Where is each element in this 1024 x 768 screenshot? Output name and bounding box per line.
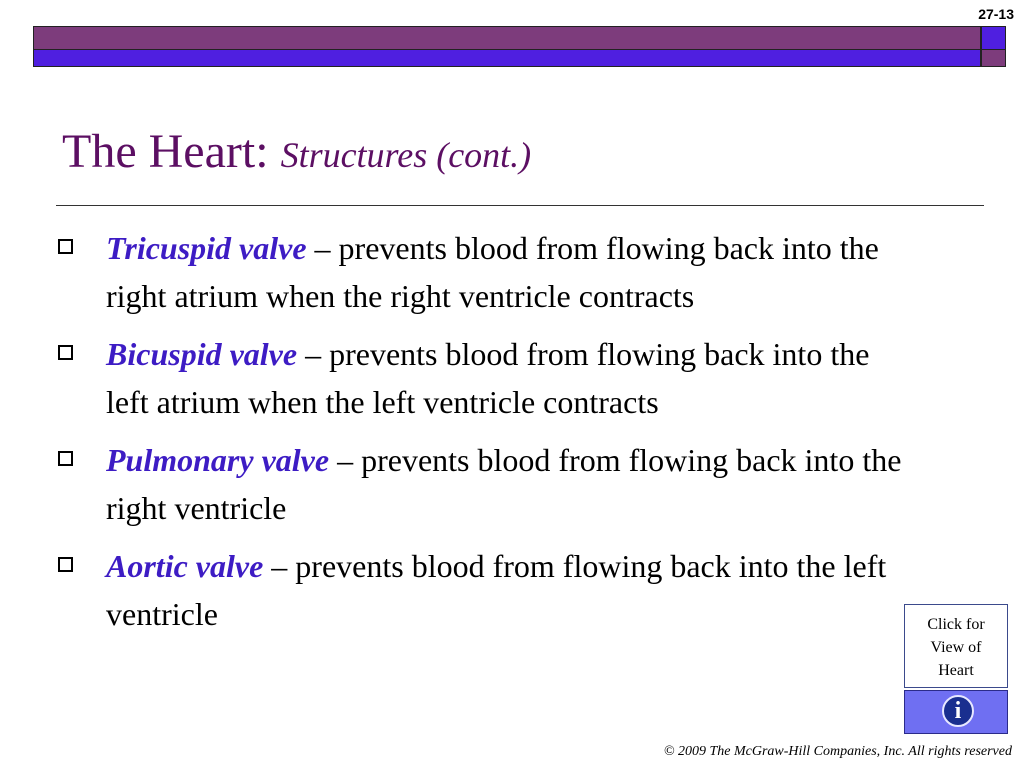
bullet-text: – prevents blood from flowing back into the left ventricle	[106, 548, 887, 632]
square-bullet-icon	[58, 345, 73, 360]
bullet-aortic-valve	[56, 542, 906, 638]
bullet-list	[56, 224, 906, 648]
bullet-term: Aortic valve	[106, 548, 264, 584]
info-button[interactable]	[904, 690, 1008, 734]
slide-number: 27-13	[978, 6, 1014, 22]
info-icon: i	[942, 695, 974, 727]
link-box-line-1: Click for	[927, 616, 985, 633]
header-square-purple	[981, 50, 1006, 67]
bullet-term: Tricuspid valve	[106, 230, 307, 266]
link-box-line-2: View of	[930, 639, 982, 656]
view-heart-link-box[interactable]	[904, 604, 1008, 688]
square-bullet-icon	[58, 557, 73, 572]
bullet-text: – prevents blood from flowing back into the right atrium when the right ventricle contracts	[106, 230, 879, 314]
title-divider	[56, 205, 984, 206]
square-bullet-icon	[58, 239, 73, 254]
bullet-bicuspid-valve	[56, 330, 906, 426]
header-bar-blue	[33, 50, 981, 67]
bullet-text: – prevents blood from flowing back into the right ventricle	[106, 442, 902, 526]
bullet-tricuspid-valve	[56, 224, 906, 320]
slide-title	[62, 125, 532, 178]
header-square-blue	[981, 26, 1006, 50]
link-box-line-3: Heart	[938, 662, 974, 679]
bullet-pulmonary-valve	[56, 436, 906, 532]
header-bar-purple	[33, 26, 981, 50]
bullet-term: Pulmonary valve	[106, 442, 330, 478]
square-bullet-icon	[58, 451, 73, 466]
bullet-term: Bicuspid valve	[106, 336, 298, 372]
copyright-notice: © 2009 The McGraw-Hill Companies, Inc. All rights reserved	[663, 744, 1012, 759]
title-sub: Structures (cont.)	[280, 135, 532, 175]
bullet-text: – prevents blood from flowing back into the left atrium when the left ventricle contracts	[106, 336, 870, 420]
title-main: The Heart:	[62, 125, 269, 178]
